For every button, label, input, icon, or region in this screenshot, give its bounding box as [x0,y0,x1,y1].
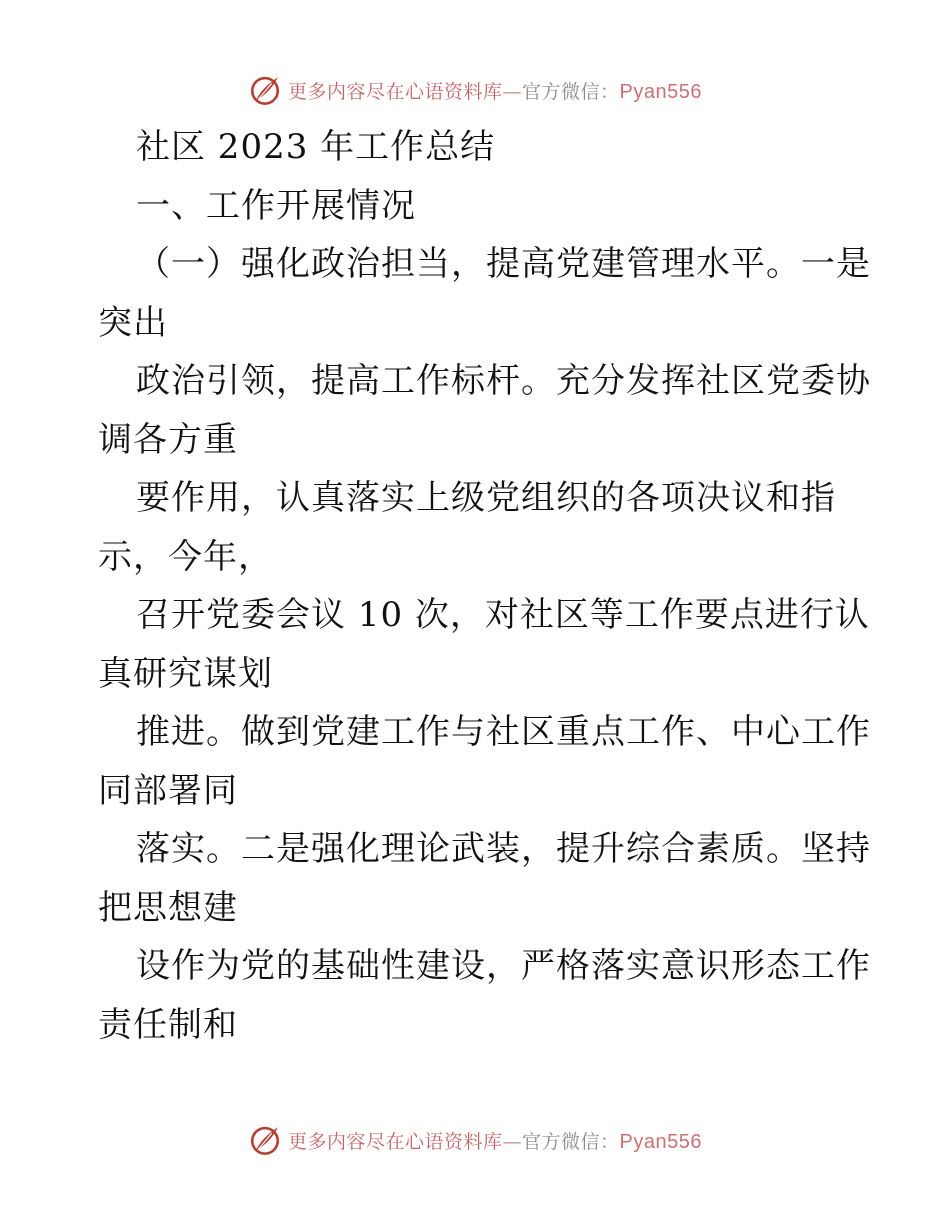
header-wechat-id: Pyan556 [619,80,702,103]
paragraph-line: 调各方重 [98,419,238,460]
paragraph-line: 同部署同 [98,770,238,811]
paragraph-line: 政治引领，提高工作标杆。充分发挥社区党委协 [136,361,871,401]
paragraph-line: （一）强化政治担当，提高党建管理水平。一是 [136,244,871,284]
paragraph-line: 召开党委会议 10 次，对社区等工作要点进行认 [136,595,870,635]
footer-dash: — [502,1130,523,1153]
footer-official-label: 官方微信： [522,1130,620,1153]
document-title: 社区 2023 年工作总结 [136,127,496,167]
header-banner-text [288,77,702,104]
paragraph-line: 设作为党的基础性建设，严格落实意识形态工作 [136,946,871,986]
paragraph-line: 真研究谋划 [98,653,273,694]
footer-wechat-id: Pyan556 [619,1130,702,1153]
document-body [98,118,871,1054]
footer-brand-text: 更多内容尽在心语资料库 [288,1130,503,1153]
paragraph-line: 示，今年， [98,536,273,577]
paragraph-line: 突出 [98,302,168,343]
paragraph-line: 落实。二是强化理论武装，提升综合素质。坚持 [136,829,871,869]
header-dash: — [502,80,523,103]
header-brand-text: 更多内容尽在心语资料库 [288,80,503,103]
paragraph-line: 把思想建 [98,887,238,928]
feather-pen-logo-icon [248,1123,282,1157]
footer-banner-text [288,1127,702,1154]
paragraph-line: 要作用，认真落实上级党组织的各项决议和指 [136,478,836,518]
header-banner-inner [248,73,702,107]
footer-watermark-banner [0,1120,950,1160]
paragraph-line: 推进。做到党建工作与社区重点工作、中心工作 [136,712,871,752]
feather-pen-logo-icon [248,73,282,107]
header-official-label: 官方微信： [522,80,620,103]
header-watermark-banner [0,70,950,110]
section-heading: 一、工作开展情况 [136,185,416,226]
paragraph-line: 责任制和 [98,1004,238,1045]
footer-banner-inner [248,1123,702,1157]
